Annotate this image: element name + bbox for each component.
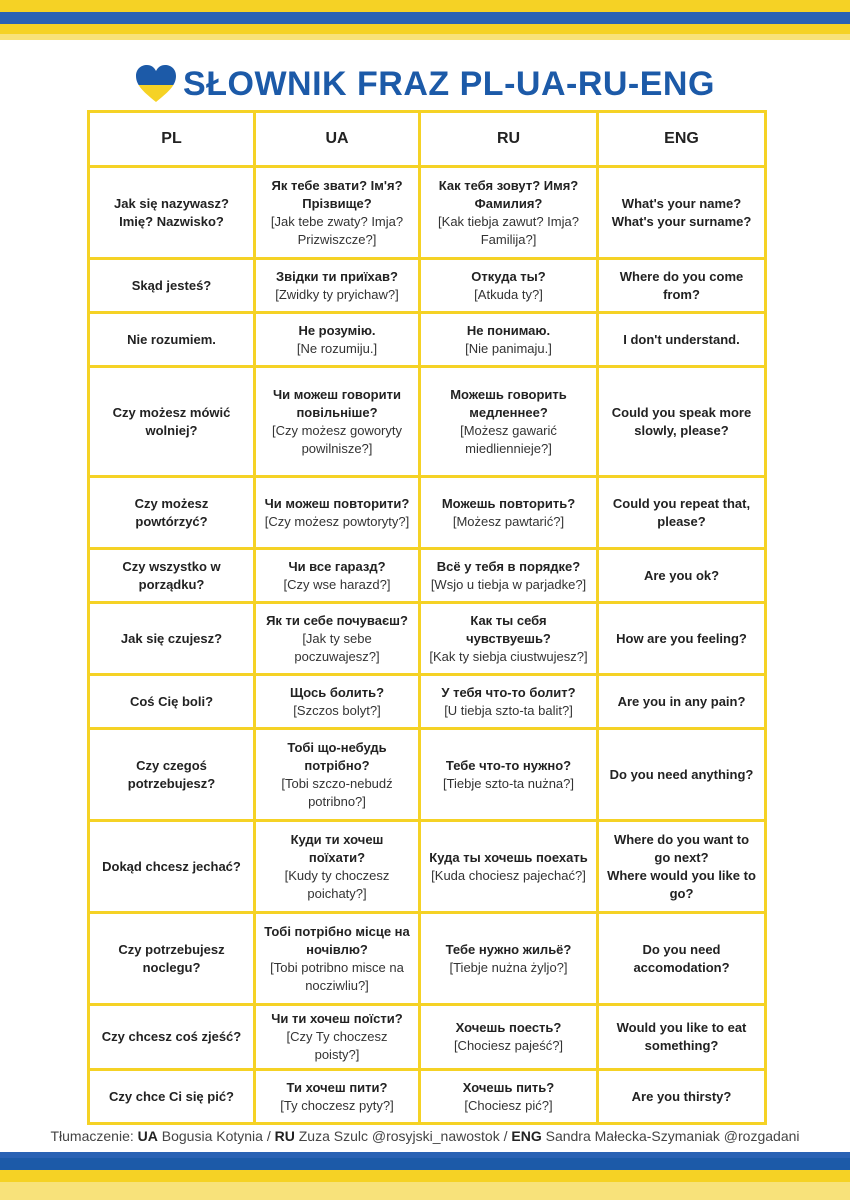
- ru-transliteration: [Tiebje szto-ta nużna?]: [442, 775, 575, 791]
- cell-eng: [598, 167, 766, 259]
- table-row: [89, 1005, 766, 1070]
- table-header-row: [89, 112, 766, 167]
- ua-transliteration: [Ne rozumiju.]: [296, 340, 378, 356]
- cell-eng: [598, 367, 766, 477]
- cell-ua: [255, 549, 420, 603]
- table-row: [89, 821, 766, 913]
- ru-transliteration: [Atkuda ty?]: [474, 286, 543, 302]
- ua-phrase: Як ти себе почуваєш?: [266, 612, 408, 628]
- cell-pl: Czy czegoś potrzebujesz?: [89, 729, 255, 821]
- cell-ru: [420, 259, 598, 313]
- phrase-table: [87, 110, 767, 1125]
- ua-transliteration: [Jak ty sebe poczuwajesz?]: [294, 630, 380, 664]
- credits-ru-name: Zuza Szulc @rosyjski_nawostok /: [294, 1128, 512, 1144]
- cell-ru: [420, 913, 598, 1005]
- ru-transliteration: [Kak ty siebja ciustwujesz?]: [429, 648, 588, 664]
- cell-pl: Skąd jesteś?: [89, 259, 255, 313]
- ua-transliteration: [Ty choczesz pyty?]: [280, 1097, 394, 1113]
- cell-eng: [598, 729, 766, 821]
- cell-eng: [598, 603, 766, 675]
- cell-pl: Czy chcesz coś zjeść?: [89, 1005, 255, 1070]
- ru-phrase: Тебе что-то нужно?: [445, 757, 572, 773]
- ua-phrase: Чи можеш повторити?: [264, 495, 410, 511]
- ua-phrase: Чи ти хочеш поїсти?: [271, 1011, 403, 1026]
- cell-ua: [255, 729, 420, 821]
- cell-pl: Jak się nazywasz? Imię? Nazwisko?: [89, 167, 255, 259]
- ru-phrase: Откуда ты?: [471, 268, 546, 284]
- table-row: [89, 913, 766, 1005]
- eng-phrase: Where do you want to go next?: [613, 831, 750, 865]
- ua-transliteration: [Czy możesz goworyty powilnisze?]: [271, 422, 403, 456]
- ru-phrase: Как ты себя чувствуешь?: [466, 612, 551, 646]
- ua-transliteration: [Czy Ty choczesz poisty?]: [286, 1029, 388, 1062]
- ru-phrase: Тебе нужно жильё?: [445, 941, 572, 957]
- cell-pl: Dokąd chcesz jechać?: [89, 821, 255, 913]
- ru-phrase: Куда ты хочешь поехать: [429, 849, 588, 865]
- cell-ua: [255, 367, 420, 477]
- cell-pl: Jak się czujesz?: [89, 603, 255, 675]
- cell-eng: [598, 313, 766, 367]
- cell-ru: [420, 729, 598, 821]
- cell-eng: [598, 1070, 766, 1124]
- cell-ru: [420, 675, 598, 729]
- eng-phrase: What's your surname?: [611, 213, 752, 229]
- heart-icon: [135, 64, 177, 104]
- ua-transliteration: [Tobi potribno misce na nocziwliu?]: [270, 959, 404, 993]
- ru-transliteration: [Nie panimaju.]: [465, 340, 552, 356]
- column-header-eng: ENG: [598, 112, 766, 167]
- cell-ru: [420, 1070, 598, 1124]
- cell-pl: Czy wszystko w porządku?: [89, 549, 255, 603]
- cell-pl: Czy możesz mówić wolniej?: [89, 367, 255, 477]
- ua-phrase: Ти хочеш пити?: [286, 1079, 388, 1095]
- credits-eng-label: ENG: [511, 1128, 542, 1144]
- eng-phrase: Are you thirsty?: [631, 1088, 732, 1104]
- cell-ua: [255, 913, 420, 1005]
- ru-phrase: Не понимаю.: [466, 322, 551, 338]
- eng-phrase: What's your name?: [621, 195, 742, 211]
- cell-eng: [598, 259, 766, 313]
- ua-phrase: Щось болить?: [289, 684, 385, 700]
- cell-ru: [420, 313, 598, 367]
- bottom-flag-stripes: [0, 1152, 850, 1200]
- ru-transliteration: [Tiebje nużna żyljo?]: [449, 959, 568, 975]
- cell-pl: Coś Cię boli?: [89, 675, 255, 729]
- cell-eng: [598, 913, 766, 1005]
- cell-pl: Czy potrzebujesz noclegu?: [89, 913, 255, 1005]
- ua-transliteration: [Czy wse harazd?]: [283, 576, 391, 592]
- cell-ru: [420, 1005, 598, 1070]
- cell-pl: Czy chce Ci się pić?: [89, 1070, 255, 1124]
- ru-transliteration: [Chociesz pić?]: [464, 1097, 553, 1113]
- ru-transliteration: [Możesz pawtarić?]: [452, 513, 565, 529]
- eng-phrase: Are you ok?: [643, 567, 720, 583]
- ru-phrase: Можешь говорить медленнее?: [450, 386, 567, 420]
- ru-phrase: Хочешь пить?: [462, 1079, 555, 1095]
- ru-phrase: Можешь повторить?: [441, 495, 576, 511]
- ru-phrase: У тебя что-то болит?: [441, 684, 576, 700]
- column-header-pl: PL: [89, 112, 255, 167]
- eng-phrase: I don't understand.: [623, 331, 740, 347]
- ua-phrase: Тобі що-небудь потрібно?: [287, 739, 387, 773]
- page-header: [0, 58, 850, 110]
- eng-phrase: Do you need anything?: [609, 766, 754, 782]
- ru-transliteration: [Kak tiebja zawut? Imja? Familija?]: [438, 213, 579, 247]
- table-row: [89, 729, 766, 821]
- cell-ru: [420, 367, 598, 477]
- cell-ua: [255, 675, 420, 729]
- eng-phrase: Are you in any pain?: [617, 693, 746, 709]
- ua-transliteration: [Zwidky ty pryichaw?]: [275, 286, 399, 302]
- ua-phrase: Звідки ти приїхав?: [276, 268, 398, 284]
- ua-transliteration: [Szczos bolyt?]: [293, 702, 381, 718]
- ua-transliteration: [Tobi szczo-nebudź potribno?]: [281, 775, 393, 809]
- credits-eng-name: Sandra Małecka-Szymaniak @rozgadani: [541, 1128, 800, 1144]
- column-header-ru: RU: [420, 112, 598, 167]
- eng-phrase: Where would you like to go?: [607, 867, 756, 901]
- translation-credits: [0, 1128, 850, 1144]
- eng-phrase: Where do you come from?: [619, 268, 744, 302]
- credits-ua-label: UA: [137, 1128, 158, 1144]
- cell-ua: [255, 167, 420, 259]
- credits-ru-label: RU: [274, 1128, 295, 1144]
- cell-eng: [598, 675, 766, 729]
- eng-phrase: Would you like to eat something?: [616, 1020, 747, 1053]
- cell-ru: [420, 821, 598, 913]
- cell-ua: [255, 1005, 420, 1070]
- eng-phrase: Could you repeat that, please?: [612, 495, 751, 529]
- ua-phrase: Чи все гаразд?: [288, 558, 386, 574]
- cell-ua: [255, 603, 420, 675]
- table-row: [89, 603, 766, 675]
- table-row: [89, 675, 766, 729]
- cell-ua: [255, 821, 420, 913]
- credits-ua-name: Bogusia Kotynia /: [157, 1128, 275, 1144]
- cell-ru: [420, 167, 598, 259]
- cell-pl: Nie rozumiem.: [89, 313, 255, 367]
- ua-phrase: Не розумію.: [298, 322, 376, 338]
- table-row: [89, 259, 766, 313]
- page-title: SŁOWNIK FRAZ PL-UA-RU-ENG: [183, 64, 715, 103]
- ua-transliteration: [Kudy ty choczesz poichaty?]: [284, 867, 390, 901]
- cell-ua: [255, 477, 420, 549]
- ua-transliteration: [Czy możesz powtoryty?]: [264, 513, 410, 529]
- cell-ua: [255, 313, 420, 367]
- ua-phrase: Чи можеш говорити повільніше?: [273, 386, 401, 420]
- ua-transliteration: [Jak tebe zwaty? Imja? Prizwiszcze?]: [270, 213, 404, 247]
- ru-transliteration: [Chociesz pajeść?]: [453, 1038, 564, 1053]
- ru-phrase: Всё у тебя в порядке?: [436, 558, 581, 574]
- cell-ru: [420, 549, 598, 603]
- ru-transliteration: [Kuda chociesz pajechać?]: [431, 867, 586, 883]
- table-row: [89, 367, 766, 477]
- ua-phrase: Куди ти хочеш поїхати?: [290, 831, 384, 865]
- cell-eng: [598, 1005, 766, 1070]
- cell-eng: [598, 477, 766, 549]
- eng-phrase: Do you need accomodation?: [633, 941, 730, 975]
- credits-prefix: Tłumaczenie:: [50, 1128, 138, 1144]
- top-flag-stripes: [0, 0, 850, 48]
- cell-ua: [255, 1070, 420, 1124]
- table-row: [89, 167, 766, 259]
- column-header-ua: UA: [255, 112, 420, 167]
- ru-transliteration: [Wsjo u tiebja w parjadke?]: [430, 576, 587, 592]
- ru-phrase: Хочешь поесть?: [455, 1020, 562, 1035]
- ru-phrase: Как тебя зовут? Имя? Фамилия?: [438, 177, 579, 211]
- ua-phrase: Як тебе звати? Ім'я? Прізвище?: [271, 177, 403, 211]
- eng-phrase: Could you speak more slowly, please?: [611, 404, 752, 438]
- eng-phrase: How are you feeling?: [616, 630, 747, 646]
- cell-ru: [420, 603, 598, 675]
- table-row: [89, 313, 766, 367]
- cell-ru: [420, 477, 598, 549]
- table-row: [89, 477, 766, 549]
- ru-transliteration: [Możesz gawarić miedliennieje?]: [460, 422, 557, 456]
- table-row: [89, 1070, 766, 1124]
- cell-pl: Czy możesz powtórzyć?: [89, 477, 255, 549]
- ua-phrase: Тобі потрібно місце на ночівлю?: [264, 923, 410, 957]
- cell-eng: [598, 549, 766, 603]
- cell-ua: [255, 259, 420, 313]
- cell-eng: [598, 821, 766, 913]
- table-row: [89, 549, 766, 603]
- ru-transliteration: [U tiebja szto-ta balit?]: [444, 702, 573, 718]
